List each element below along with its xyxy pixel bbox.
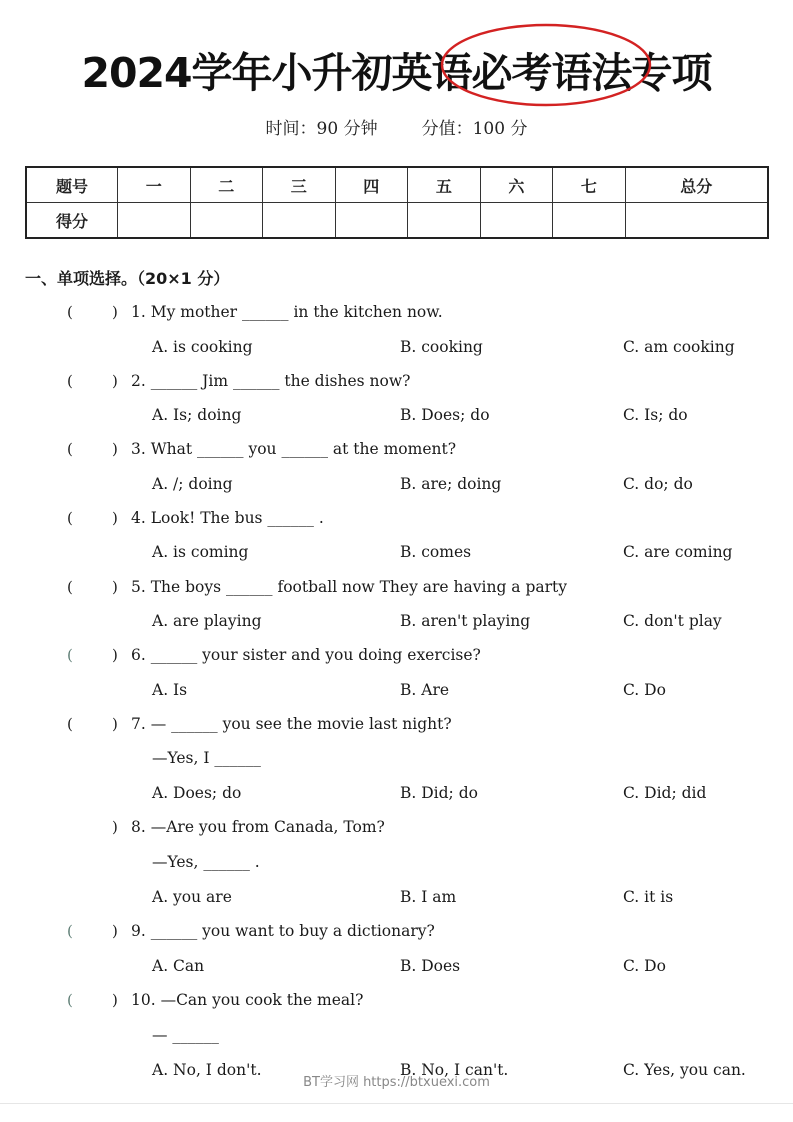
score-blank-cell[interactable]	[625, 203, 768, 239]
score-blank-cell[interactable]	[118, 203, 191, 239]
option-a[interactable]: A. Can	[152, 957, 205, 975]
option-b[interactable]: B. Did; do	[400, 784, 478, 802]
score-cell: 四	[335, 167, 408, 203]
option-b[interactable]: B. cooking	[400, 338, 483, 356]
answer-paren-right: )	[112, 578, 118, 596]
answer-paren-left[interactable]: (	[67, 715, 73, 733]
score-blank-cell[interactable]	[480, 203, 553, 239]
option-a[interactable]: A. Is; doing	[152, 406, 242, 424]
question-stem: 3. What ______ you ______ at the moment?	[131, 440, 457, 458]
option-c[interactable]: C. am cooking	[623, 338, 735, 356]
option-c[interactable]: C. it is	[623, 888, 674, 906]
answer-paren-right: )	[112, 372, 118, 390]
score-table-header-row	[26, 167, 768, 203]
answer-paren-left[interactable]: (	[67, 372, 73, 390]
score-cell: 五	[408, 167, 481, 203]
answer-paren-left[interactable]: (	[67, 440, 73, 458]
score-cell: 得分	[26, 203, 118, 239]
score-table	[25, 166, 769, 239]
score-cell: 题号	[26, 167, 118, 203]
page-title: 2024学年小升初英语必考语法专项	[81, 49, 712, 97]
question-stem: 10. —Can you cook the meal?	[131, 991, 364, 1009]
option-a[interactable]: A. Does; do	[152, 784, 242, 802]
question-stem: 6. ______ your sister and you doing exercise?	[131, 646, 481, 664]
answer-paren-right: )	[112, 922, 118, 940]
answer-paren-left[interactable]: (	[67, 578, 73, 596]
red-circle-annotation	[438, 20, 654, 110]
question-stem: 5. The boys ______ football now They are having a party	[131, 578, 568, 596]
score-cell: 六	[480, 167, 553, 203]
score-cell: 二	[190, 167, 263, 203]
footer-watermark: BT学习网 https://btxuexi.com	[303, 1075, 490, 1090]
option-b[interactable]: B. comes	[400, 543, 472, 561]
time-label: 时间：90 分钟	[265, 119, 378, 139]
score-table-score-row	[26, 203, 768, 239]
answer-paren-right: )	[112, 715, 118, 733]
score-blank-cell[interactable]	[263, 203, 336, 239]
option-c[interactable]: C. Did; did	[623, 784, 707, 802]
question-stem: 8. —Are you from Canada, Tom?	[131, 818, 385, 836]
option-c[interactable]: C. Is; do	[623, 406, 688, 424]
answer-paren-right: )	[112, 646, 118, 664]
option-b[interactable]: B. I am	[400, 888, 457, 906]
option-b[interactable]: B. Are	[400, 681, 450, 699]
score-blank-cell[interactable]	[335, 203, 408, 239]
option-b[interactable]: B. Does; do	[400, 406, 490, 424]
dialogue-reply: —Yes, ______ .	[152, 853, 260, 871]
option-a[interactable]: A. are playing	[152, 612, 262, 630]
answer-paren-left[interactable]: (	[67, 922, 73, 940]
option-c[interactable]: C. do; do	[623, 475, 693, 493]
exam-meta	[0, 114, 793, 139]
option-b[interactable]: B. aren't playing	[400, 612, 531, 630]
dialogue-reply: —Yes, I ______	[152, 749, 261, 767]
answer-paren-left[interactable]: (	[67, 646, 73, 664]
answer-paren-right: )	[112, 818, 118, 836]
option-a[interactable]: A. is coming	[152, 543, 249, 561]
option-c[interactable]: C. Yes, you can.	[623, 1061, 746, 1079]
score-blank-cell[interactable]	[408, 203, 481, 239]
answer-paren-left[interactable]: (	[67, 991, 73, 1009]
option-b[interactable]: B. Does	[400, 957, 461, 975]
question-stem: 7. — ______ you see the movie last night?	[131, 715, 452, 733]
option-a[interactable]: A. /; doing	[152, 475, 233, 493]
question-stem: 9. ______ you want to buy a dictionary?	[131, 922, 435, 940]
option-c[interactable]: C. don't play	[623, 612, 722, 630]
score-label: 分值：100 分	[421, 119, 528, 139]
option-c[interactable]: C. Do	[623, 957, 666, 975]
section-heading: 一、单项选择。（20×1 分）	[25, 269, 230, 288]
dialogue-reply: — ______	[152, 1026, 219, 1044]
option-a[interactable]: A. No, I don't.	[152, 1061, 262, 1079]
option-b[interactable]: B. are; doing	[400, 475, 502, 493]
page-bottom-divider	[0, 1103, 793, 1104]
score-cell: 总分	[625, 167, 768, 203]
score-cell: 七	[553, 167, 626, 203]
option-a[interactable]: A. is cooking	[152, 338, 253, 356]
option-a[interactable]: A. Is	[152, 681, 188, 699]
answer-paren-right: )	[112, 440, 118, 458]
question-stem: 4. Look! The bus ______ .	[131, 509, 324, 527]
score-blank-cell[interactable]	[553, 203, 626, 239]
question-stem: 1. My mother ______ in the kitchen now.	[131, 303, 443, 321]
question-stem: 2. ______ Jim ______ the dishes now?	[131, 372, 411, 390]
answer-paren-left[interactable]: (	[67, 509, 73, 527]
answer-paren-right: )	[112, 509, 118, 527]
score-cell: 三	[263, 167, 336, 203]
score-cell: 一	[118, 167, 191, 203]
score-blank-cell[interactable]	[190, 203, 263, 239]
option-a[interactable]: A. you are	[152, 888, 232, 906]
option-c[interactable]: C. Do	[623, 681, 666, 699]
answer-paren-left[interactable]: (	[67, 303, 73, 321]
option-c[interactable]: C. are coming	[623, 543, 733, 561]
option-b[interactable]: B. No, I can't.	[400, 1061, 509, 1079]
answer-paren-right: )	[112, 303, 118, 321]
answer-paren-right: )	[112, 991, 118, 1009]
